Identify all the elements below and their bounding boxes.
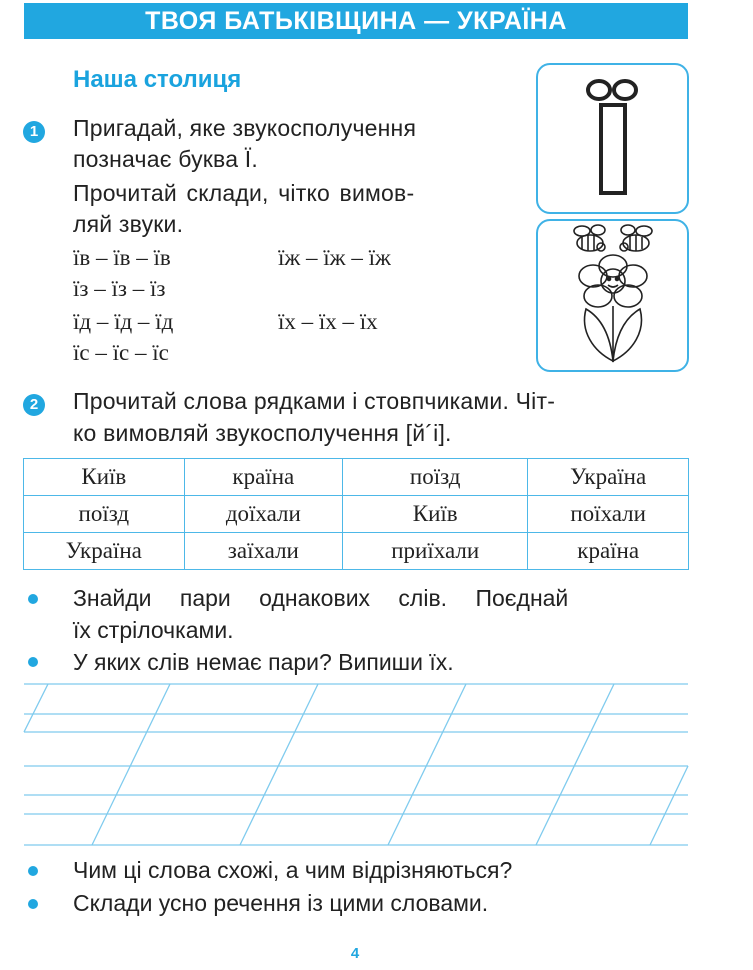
- task1-line-1: Пригадай, яке звукосполучення: [73, 115, 417, 141]
- table-cell: поїзд: [343, 459, 528, 496]
- bullet-1-line-1: Знайди пари однакових слів. Поєднай: [73, 585, 569, 611]
- table-cell: заїхали: [184, 533, 342, 570]
- syllables-row2-left: їз – їз – їз: [73, 276, 166, 301]
- syllables-row1-right: їж – їж – їж: [278, 245, 391, 270]
- table-cell: країна: [184, 459, 342, 496]
- table-cell: доїхали: [184, 496, 342, 533]
- table-cell: Київ: [24, 459, 185, 496]
- task2-line-1: Прочитай слова рядками і стовпчиками. Чіт-: [73, 388, 556, 414]
- table-cell: Україна: [24, 533, 185, 570]
- page-number: 4: [350, 945, 360, 962]
- page-title: ТВОЯ БАТЬКІВЩИНА — УКРАЇНА: [24, 3, 688, 39]
- syllables-row3-left: їд – їд – їд: [73, 309, 174, 334]
- table-cell: приїхали: [343, 533, 528, 570]
- task2-line-2: ко вимовляй звукосполучення [й´і].: [73, 420, 452, 446]
- bullet-4-text: Склади усно речення із цими словами.: [73, 890, 489, 916]
- bullet-dot: [28, 866, 38, 876]
- bullet-1-line-2: їх стрілочками.: [73, 617, 234, 643]
- table-cell: країна: [528, 533, 689, 570]
- section-subtitle: Наша столиця: [73, 66, 242, 93]
- task1-line-2: позначає буква Ї.: [73, 146, 258, 172]
- bullet-dot: [28, 899, 38, 909]
- table-cell: Київ: [343, 496, 528, 533]
- task1-line-4: ляй звуки.: [73, 211, 184, 237]
- task-number-2: 2: [23, 394, 45, 416]
- syllables-row4-left: їс – їс – їс: [73, 340, 169, 365]
- table-cell: поїзд: [24, 496, 185, 533]
- task-number-1: 1: [23, 121, 45, 143]
- syllables-row3-right: їх – їх – їх: [278, 309, 378, 334]
- table-cell: Україна: [528, 459, 689, 496]
- bullet-2-text: У яких слів немає пари? Випиши їх.: [73, 649, 454, 675]
- syllables-row1-left: їв – їв – їв: [73, 245, 171, 270]
- task1-line-3: Прочитай склади, чітко вимов-: [73, 180, 415, 206]
- bullet-3-text: Чим ці слова схожі, а чим відрізняються?: [73, 857, 513, 883]
- table-cell: поїхали: [528, 496, 689, 533]
